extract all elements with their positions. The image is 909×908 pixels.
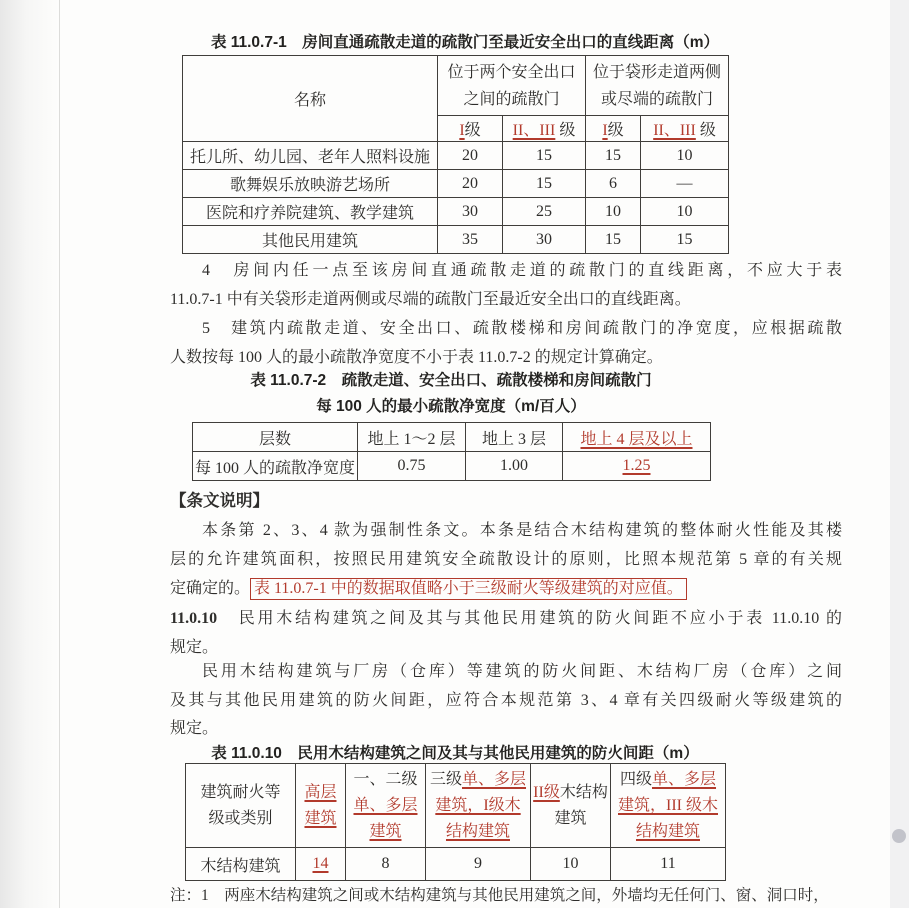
value-cell: 10 bbox=[641, 142, 729, 170]
highlight-text: 高层建筑 bbox=[304, 783, 337, 827]
header-text: 四级 bbox=[619, 770, 652, 788]
table-row bbox=[183, 226, 729, 254]
paragraph-line: 5 建筑内疏散走道、安全出口、疏散楼梯和房间疏散门的净宽度，应根据疏散 bbox=[202, 320, 842, 337]
value-cell: 20 bbox=[438, 170, 503, 198]
value-cell: 9 bbox=[426, 848, 531, 881]
value-cell: 10 bbox=[586, 198, 641, 226]
value-cell: 1.00 bbox=[466, 452, 563, 481]
value-cell: — bbox=[641, 170, 729, 198]
paragraph-line: 民用木结构建筑与厂房（仓库）等建筑的防火间距、木结构厂房（仓库）之间 bbox=[202, 663, 842, 680]
t1-group2-line1: 位于袋形走道两侧 bbox=[593, 63, 722, 81]
table-11-0-7-2-title: 表 11.0.7-2 疏散走道、安全出口、疏散楼梯和房间疏散门 bbox=[250, 372, 652, 389]
paragraph-factory-spacing bbox=[170, 658, 842, 744]
paragraph-line: 本条第 2、3、4 款为强制性条文。本条是结合木结构建筑的整体耐火性能及其楼 bbox=[202, 522, 842, 539]
value-cell: 35 bbox=[438, 226, 503, 254]
t1-group2-header bbox=[586, 56, 729, 116]
table-row bbox=[183, 198, 729, 226]
grade-1-label: I bbox=[459, 122, 465, 139]
paragraph-line bbox=[170, 574, 842, 603]
paragraph-line: 规定。 bbox=[170, 639, 219, 656]
row-name-cell: 医院和疗养院建筑、教学建筑 bbox=[183, 198, 438, 226]
t3-header-grade2-timber bbox=[531, 764, 611, 848]
value-cell: 30 bbox=[438, 198, 503, 226]
table-row bbox=[193, 423, 711, 452]
table-11-0-7-2 bbox=[192, 422, 711, 481]
table-11-0-10-title: 表 11.0.10 民用木结构建筑之间及其与其他民用建筑的防火间距（m） bbox=[211, 745, 699, 762]
table-note: 注：1 两座木结构建筑之间或木结构建筑与其他民用建筑之间，外墙均无任何门、窗、洞口时， bbox=[170, 887, 829, 904]
t1-corner-cell: 名称 bbox=[183, 56, 438, 142]
clause-text: 民用木结构建筑之间及其与其他民用建筑的防火间距不应小于表 11.0.10 的 bbox=[217, 610, 842, 627]
table-row bbox=[186, 848, 726, 881]
value-cell: 15 bbox=[641, 226, 729, 254]
paragraph-line: 及其与其他民用建筑的防火间距，应符合本规范第 3、4 章有关四级耐火等级建筑的 bbox=[170, 691, 842, 709]
grade-23-label: II、III bbox=[653, 122, 696, 139]
value-cell: 30 bbox=[503, 226, 586, 254]
paragraph-clause-4 bbox=[170, 256, 842, 314]
corner-line2: 级或类别 bbox=[208, 809, 273, 827]
table-row bbox=[183, 56, 729, 116]
grade-23-label: II、III bbox=[512, 122, 556, 139]
paragraph-line: 人数按每 100 人的最小疏散净宽度不小于表 11.0.7-2 的规定计算确定。 bbox=[170, 349, 663, 366]
value-cell: 8 bbox=[346, 848, 426, 881]
value-cell: 6 bbox=[586, 170, 641, 198]
table-row bbox=[183, 142, 729, 170]
paragraph-line bbox=[170, 604, 842, 633]
paragraph-line: 11.0.7-1 中有关袋形走道两侧或尽端的疏散门至最近安全出口的直线距离。 bbox=[170, 291, 691, 308]
row-name-cell: 每 100 人的疏散净宽度 bbox=[193, 452, 358, 481]
header-cell: 地上 1～2 层 bbox=[358, 423, 466, 452]
page-left-shadow bbox=[0, 0, 59, 908]
highlight-text: 地上 4 层及以上 bbox=[580, 430, 693, 448]
paragraph-text: 定确定的。 bbox=[170, 580, 251, 597]
explanation-heading: 【条文说明】 bbox=[170, 492, 269, 510]
clause-number: 11.0.10 bbox=[170, 610, 218, 627]
paragraph-clause-11-0-10 bbox=[170, 604, 842, 662]
grade-suffix: 级 bbox=[607, 122, 624, 139]
t1-grade-cell bbox=[503, 116, 586, 142]
highlighted-annotation: 表 11.0.7-1 中的数据取值略小于三级耐火等级建筑的对应值。 bbox=[250, 578, 687, 600]
value-cell: 15 bbox=[586, 142, 641, 170]
highlight-text: 单、多层建筑，III 级木结构建筑 bbox=[618, 770, 718, 840]
row-name-cell: 木结构建筑 bbox=[186, 848, 296, 881]
value-cell: 10 bbox=[531, 848, 611, 881]
scrollbar-thumb-icon[interactable] bbox=[892, 829, 906, 843]
value-cell: 20 bbox=[438, 142, 503, 170]
t1-group1-header bbox=[438, 56, 586, 116]
row-name-cell: 托儿所、幼儿园、老年人照料设施 bbox=[183, 142, 438, 170]
highlight-value: 1.25 bbox=[622, 457, 651, 474]
value-cell-highlight bbox=[563, 452, 711, 481]
t1-grade-cell bbox=[586, 116, 641, 142]
highlight-text: 单、多层建筑，I级木结构建筑 bbox=[435, 770, 527, 840]
t3-corner-cell bbox=[186, 764, 296, 848]
header-text: 三级 bbox=[429, 770, 462, 788]
value-cell: 10 bbox=[641, 198, 729, 226]
t1-grade-cell bbox=[438, 116, 503, 142]
highlight-value: 14 bbox=[312, 855, 329, 872]
paragraph-line: 规定。 bbox=[170, 720, 219, 737]
header-text: 一、二级 bbox=[353, 770, 418, 788]
header-text: 木结构建筑 bbox=[554, 783, 608, 827]
grade-1-label: I bbox=[602, 122, 608, 139]
header-cell: 地上 3 层 bbox=[466, 423, 563, 452]
t3-header-highrise bbox=[296, 764, 346, 848]
row-name-cell: 歌舞娱乐放映游艺场所 bbox=[183, 170, 438, 198]
table-row bbox=[193, 452, 711, 481]
value-cell-highlight bbox=[296, 848, 346, 881]
table-11-0-7-1-title: 表 11.0.7-1 房间直通疏散走道的疏散门至最近安全出口的直线距离（m） bbox=[210, 34, 720, 51]
paragraph-line: 4 房间内任一点至该房间直通疏散走道的疏散门的直线距离，不应大于表 bbox=[202, 262, 842, 279]
t1-grade-cell bbox=[641, 116, 729, 142]
grade-suffix: 级 bbox=[464, 122, 481, 139]
t3-header-grade4 bbox=[611, 764, 726, 848]
table-11-0-7-1 bbox=[182, 55, 729, 254]
value-cell: 25 bbox=[503, 198, 586, 226]
t1-group2-line2: 或尽端的疏散门 bbox=[601, 90, 714, 108]
t1-group1-line2: 之间的疏散门 bbox=[463, 90, 560, 108]
value-cell: 15 bbox=[586, 226, 641, 254]
paragraph-line: 层的允许建筑面积，按照民用建筑安全疏散设计的原则，比照本规范第 5 章的有关规 bbox=[170, 551, 842, 568]
value-cell: 15 bbox=[503, 142, 586, 170]
scrollbar-track[interactable] bbox=[890, 0, 909, 908]
header-cell: 层数 bbox=[193, 423, 358, 452]
paragraph-clause-5 bbox=[170, 314, 842, 372]
t1-group1-line1: 位于两个安全出口 bbox=[447, 63, 576, 81]
grade-suffix: 级 bbox=[695, 122, 716, 139]
value-cell: 15 bbox=[503, 170, 586, 198]
corner-line1: 建筑耐火等 bbox=[200, 783, 281, 801]
table-11-0-7-2-subtitle: 每 100 人的最小疏散净宽度（m/百人） bbox=[316, 398, 586, 415]
page-left-edge bbox=[59, 0, 60, 908]
table-row bbox=[183, 170, 729, 198]
header-cell-highlight bbox=[563, 423, 711, 452]
value-cell: 11 bbox=[611, 848, 726, 881]
highlight-text: II级 bbox=[533, 783, 560, 801]
grade-suffix: 级 bbox=[555, 122, 576, 139]
table-row bbox=[186, 764, 726, 848]
t3-header-grade12 bbox=[346, 764, 426, 848]
table-11-0-10 bbox=[185, 763, 726, 881]
explanation-paragraph bbox=[170, 516, 842, 603]
value-cell: 0.75 bbox=[358, 452, 466, 481]
t3-header-grade3 bbox=[426, 764, 531, 848]
highlight-text: 单、多层建筑 bbox=[353, 796, 418, 840]
row-name-cell: 其他民用建筑 bbox=[183, 226, 438, 254]
